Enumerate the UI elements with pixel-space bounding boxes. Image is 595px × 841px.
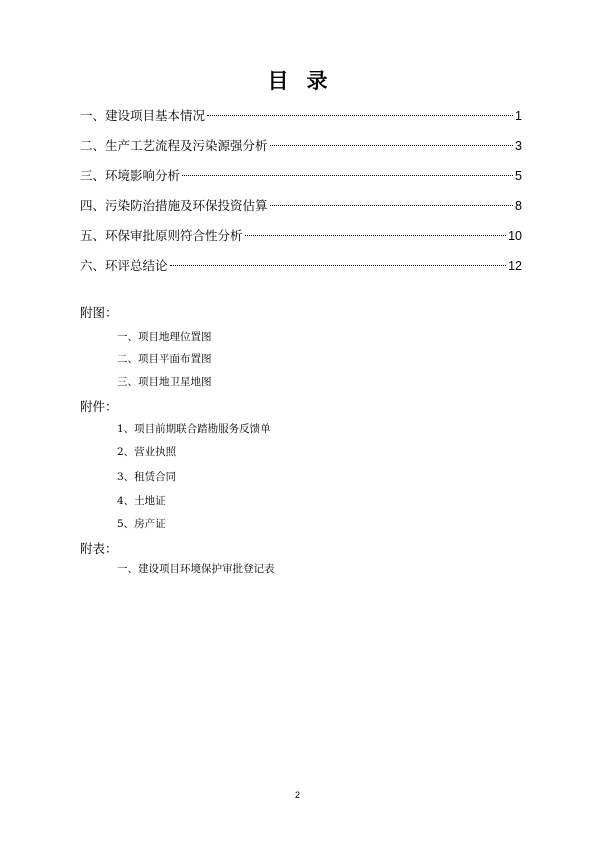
attached-figure-item: 一、项目地理位置图 bbox=[117, 331, 212, 343]
attachment-item: 1、项目前期联合踏勘服务反馈单 bbox=[117, 423, 271, 435]
toc-leader-dots bbox=[182, 175, 513, 176]
toc-entry-label: 三、环境影响分析 bbox=[80, 168, 181, 183]
toc-entry-label: 二、生产工艺流程及污染源强分析 bbox=[80, 138, 268, 153]
toc-entry[interactable] bbox=[80, 136, 522, 156]
toc-entry[interactable] bbox=[80, 106, 522, 126]
page-title: 目录 bbox=[267, 69, 346, 93]
toc-entry[interactable] bbox=[80, 196, 522, 216]
toc-leader-dots bbox=[270, 205, 514, 206]
attachment-item: 4、土地证 bbox=[117, 495, 166, 507]
toc-entry-page: 12 bbox=[508, 259, 522, 273]
toc-entry-label: 四、污染防治措施及环保投资估算 bbox=[80, 198, 268, 213]
page-number: 2 bbox=[294, 790, 300, 800]
attachment-item: 5、房产证 bbox=[117, 518, 166, 530]
toc-leader-dots bbox=[207, 115, 513, 116]
attached-figure-item: 二、项目平面布置图 bbox=[117, 353, 212, 365]
toc-leader-dots bbox=[270, 145, 514, 146]
toc-entry-label: 一、建设项目基本情况 bbox=[80, 108, 206, 123]
attached-figures-heading: 附图： bbox=[80, 305, 118, 320]
toc-entry[interactable] bbox=[80, 166, 522, 186]
toc-entry[interactable] bbox=[80, 256, 522, 276]
toc-entry-label: 六、环评总结论 bbox=[80, 258, 168, 273]
toc-entry-page: 3 bbox=[515, 139, 522, 153]
attached-table-item: 一、建设项目环境保护审批登记表 bbox=[117, 563, 275, 575]
toc-entry-page: 5 bbox=[515, 169, 522, 183]
attachments-heading: 附件： bbox=[80, 399, 118, 414]
toc-entry-page: 1 bbox=[515, 109, 522, 123]
attachment-item: 3、租赁合同 bbox=[117, 471, 177, 483]
attachment-item: 2、营业执照 bbox=[117, 446, 177, 458]
toc-leader-dots bbox=[245, 235, 507, 236]
toc-entry[interactable] bbox=[80, 226, 522, 246]
toc-entry-page: 8 bbox=[515, 199, 522, 213]
attached-tables-heading: 附表： bbox=[80, 541, 118, 556]
toc-leader-dots bbox=[170, 265, 507, 266]
toc-entry-label: 五、环保审批原则符合性分析 bbox=[80, 228, 243, 243]
toc-entry-page: 10 bbox=[508, 229, 522, 243]
attached-figure-item: 三、项目地卫星地图 bbox=[117, 376, 212, 388]
